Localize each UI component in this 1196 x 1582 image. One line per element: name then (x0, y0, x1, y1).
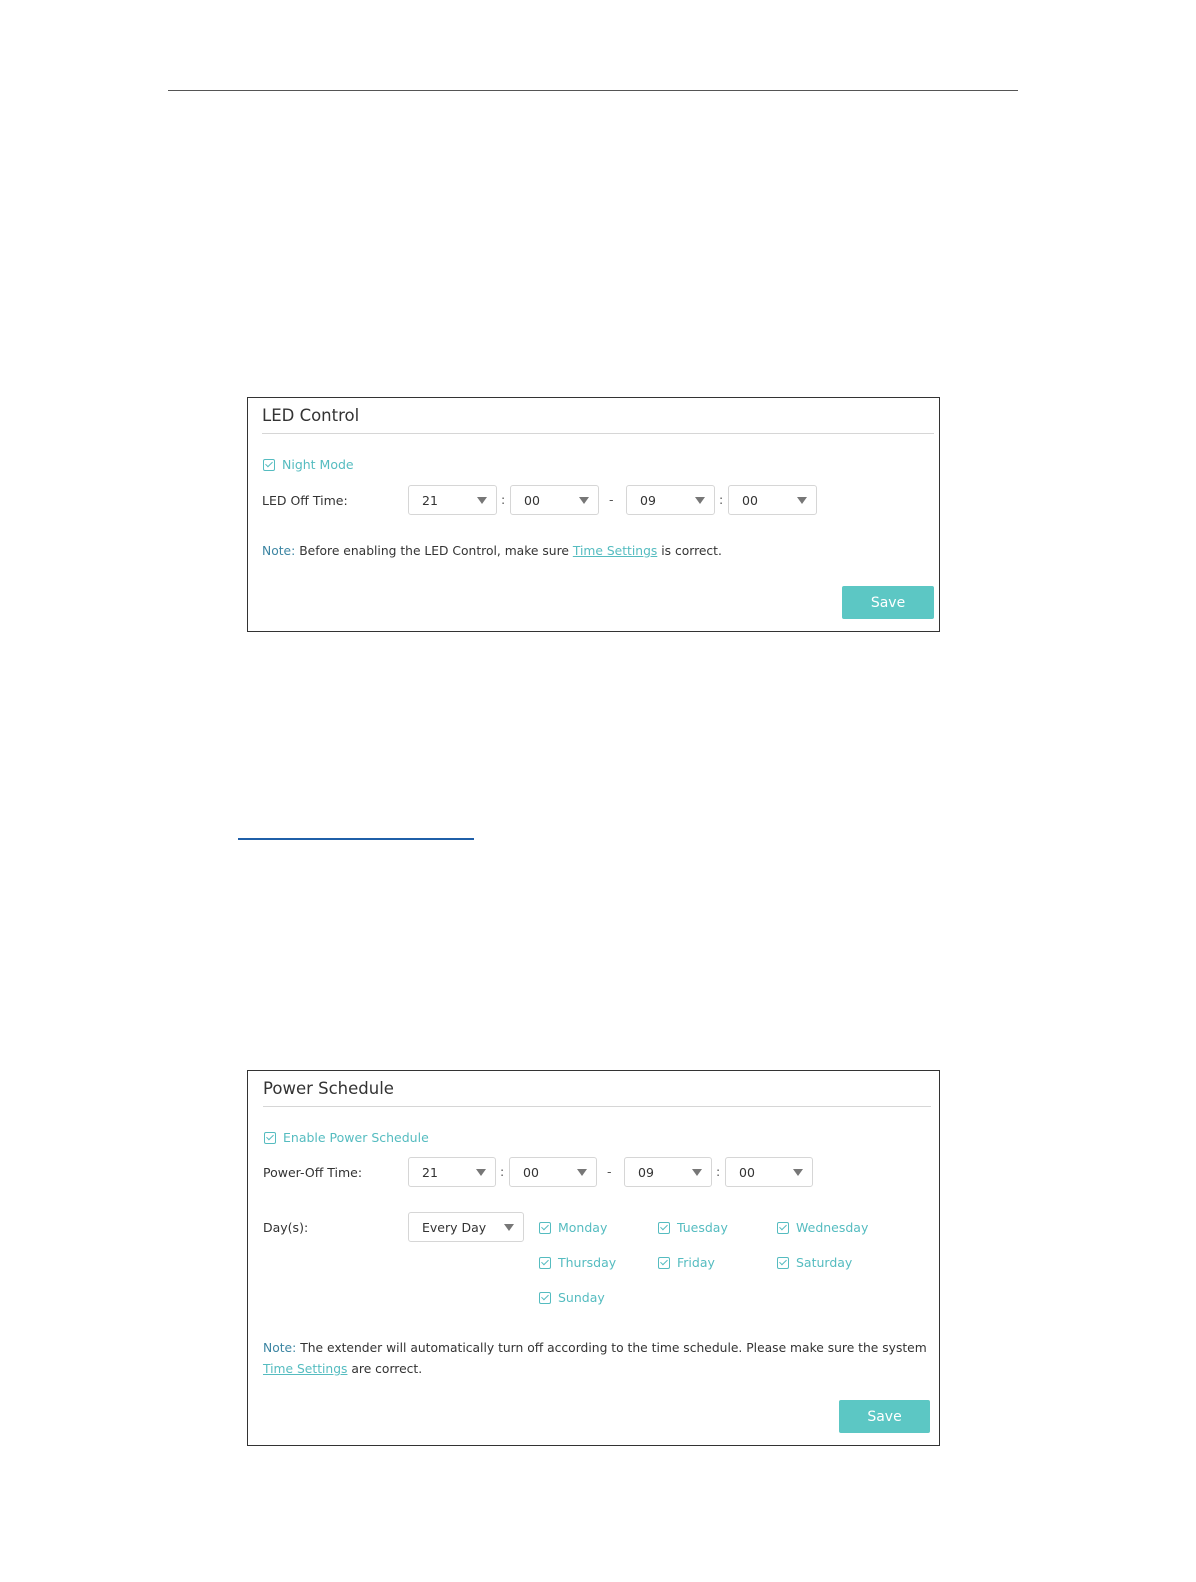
start-minute-select[interactable] (509, 1157, 597, 1187)
day-checkbox-thursday[interactable] (539, 1255, 616, 1270)
time-settings-link[interactable]: Time Settings (572, 544, 658, 558)
note-label: Note: (262, 544, 296, 558)
enable-power-schedule-checkbox[interactable] (264, 1130, 429, 1145)
day-checkbox-saturday[interactable] (777, 1255, 852, 1270)
start-hour-select[interactable] (408, 485, 497, 515)
note-label: Note: (263, 1341, 297, 1355)
end-minute-select[interactable] (728, 485, 817, 515)
power-off-time-label: Power-Off Time: (263, 1165, 363, 1180)
days-label: Day(s): (263, 1220, 309, 1235)
led-off-time-label: LED Off Time: (262, 493, 348, 508)
chevron-down-icon (476, 1169, 486, 1176)
chevron-down-icon (579, 497, 589, 504)
chevron-down-icon (695, 497, 705, 504)
checkbox-checked-icon (777, 1222, 789, 1234)
day-checkbox-tuesday[interactable] (658, 1220, 728, 1235)
day-checkbox-sunday[interactable] (539, 1290, 605, 1305)
start-hour-select[interactable] (408, 1157, 496, 1187)
time-dash: - (607, 1164, 612, 1179)
chevron-down-icon (477, 497, 487, 504)
checkbox-checked-icon (658, 1222, 670, 1234)
day-label: Saturday (796, 1255, 853, 1270)
save-button[interactable]: Save (839, 1400, 930, 1433)
day-checkbox-monday[interactable] (539, 1220, 607, 1235)
chevron-down-icon (504, 1224, 514, 1231)
end-minute-value: 00 (739, 1164, 755, 1180)
day-label: Monday (558, 1220, 608, 1235)
days-select[interactable] (408, 1212, 524, 1242)
day-label: Wednesday (796, 1220, 869, 1235)
night-mode-label: Night Mode (282, 457, 354, 472)
days-select-value: Every Day (422, 1219, 487, 1235)
checkbox-checked-icon (264, 1132, 276, 1144)
day-label: Tuesday (677, 1220, 728, 1235)
checkbox-checked-icon (777, 1257, 789, 1269)
end-hour-value: 09 (638, 1164, 654, 1180)
day-label: Thursday (558, 1255, 617, 1270)
panel-divider (262, 433, 934, 434)
checkbox-checked-icon (539, 1292, 551, 1304)
end-hour-select[interactable] (624, 1157, 712, 1187)
section-heading-rule (238, 838, 474, 840)
save-button[interactable]: Save (842, 586, 934, 619)
time-colon: : (719, 492, 724, 507)
power-note (263, 1338, 928, 1380)
time-settings-link[interactable]: Time Settings (263, 1362, 348, 1376)
led-control-panel (247, 397, 940, 632)
chevron-down-icon (692, 1169, 702, 1176)
checkbox-checked-icon (263, 459, 275, 471)
note-text-end: are correct. (351, 1362, 423, 1376)
night-mode-checkbox[interactable] (263, 457, 354, 472)
time-dash: - (609, 492, 614, 507)
day-label: Sunday (558, 1290, 605, 1305)
start-minute-value: 00 (524, 492, 540, 508)
enable-power-schedule-label: Enable Power Schedule (283, 1130, 429, 1145)
end-hour-value: 09 (640, 492, 656, 508)
time-colon: : (500, 1164, 505, 1179)
panel-title: Power Schedule (263, 1079, 394, 1098)
start-minute-select[interactable] (510, 485, 599, 515)
end-minute-select[interactable] (725, 1157, 813, 1187)
led-note (262, 541, 922, 562)
page-header-rule (168, 90, 1018, 91)
day-checkbox-friday[interactable] (658, 1255, 715, 1270)
chevron-down-icon (797, 497, 807, 504)
time-colon: : (501, 492, 506, 507)
day-label: Friday (677, 1255, 715, 1270)
note-text: Before enabling the LED Control, make sure (299, 544, 569, 558)
panel-divider (263, 1106, 931, 1107)
panel-title: LED Control (262, 406, 360, 425)
end-hour-select[interactable] (626, 485, 715, 515)
note-text-end: is correct. (661, 544, 722, 558)
day-checkbox-wednesday[interactable] (777, 1220, 868, 1235)
checkbox-checked-icon (539, 1257, 551, 1269)
note-text: The extender will automatically turn off according to the time schedule. Please make sure the system (300, 1341, 927, 1355)
checkbox-checked-icon (539, 1222, 551, 1234)
start-minute-value: 00 (523, 1164, 539, 1180)
chevron-down-icon (793, 1169, 803, 1176)
checkbox-checked-icon (658, 1257, 670, 1269)
time-colon: : (716, 1164, 721, 1179)
start-hour-value: 21 (422, 1164, 438, 1180)
start-hour-value: 21 (422, 492, 438, 508)
power-schedule-panel (247, 1070, 940, 1446)
end-minute-value: 00 (742, 492, 758, 508)
chevron-down-icon (577, 1169, 587, 1176)
